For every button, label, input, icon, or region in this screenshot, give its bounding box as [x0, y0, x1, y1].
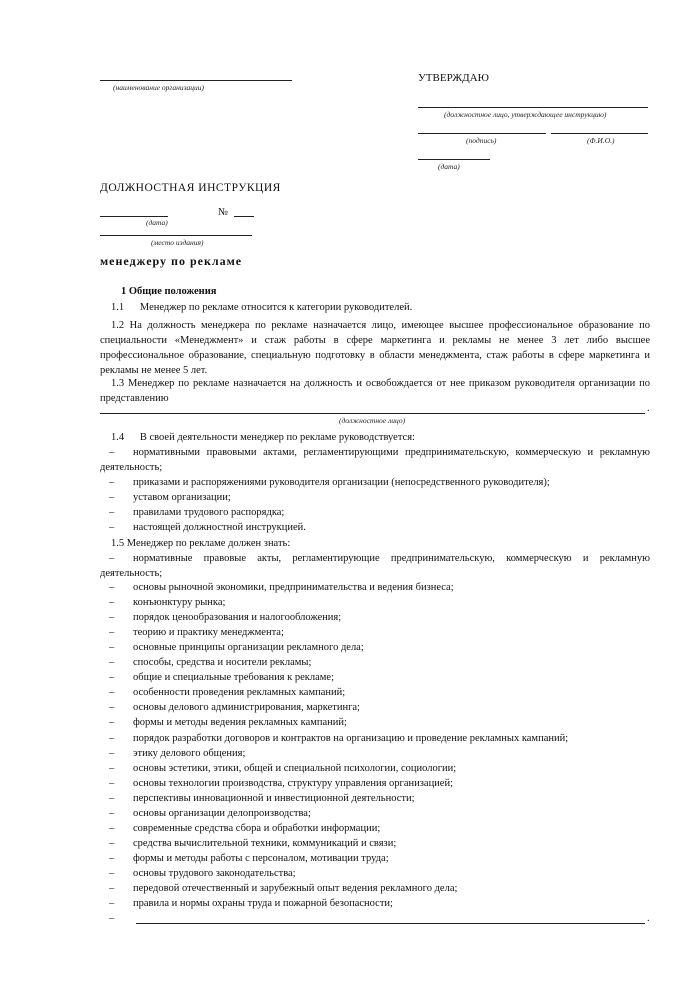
list-1-5-item: [100, 715, 650, 730]
dash-marker: –: [109, 627, 115, 639]
list-item-text: уставом организации;: [133, 492, 231, 503]
dash-marker: –: [109, 837, 115, 849]
list-item-text: формы и методы работы с персоналом, мотивации труда;: [133, 852, 389, 864]
list-1-5-item: [100, 866, 650, 881]
dash-marker: –: [109, 702, 115, 714]
list-item-text: средства вычислительной техники, коммуникаций и связи;: [133, 837, 397, 849]
list-1-5-item: [100, 595, 650, 610]
list-item-text: конъюнктуру рынка;: [133, 597, 226, 609]
list-1-5-item: [100, 746, 650, 761]
dash-marker: –: [109, 477, 115, 488]
list-1-5-item: [100, 670, 650, 685]
dash-marker: –: [109, 898, 115, 910]
list-1-5-item: [100, 776, 650, 791]
list-1-4-item: [100, 505, 650, 520]
org-name-line[interactable]: [100, 80, 292, 81]
dash-marker: –: [109, 777, 115, 789]
dash-marker: –: [109, 913, 115, 924]
dash-marker: –: [109, 717, 115, 729]
role-title: менеджеру по рекламе: [100, 254, 243, 268]
list-1-5-item: [100, 580, 650, 595]
dash-marker: –: [109, 687, 115, 699]
list-item-text: основы технологии производства, структуру управления организацией;: [133, 777, 453, 789]
paragraph-1-5: 1.5 Менеджер по рекламе должен знать:: [111, 538, 291, 549]
list-item-text: особенности проведения рекламных кампаний;: [133, 687, 346, 699]
signature-line[interactable]: [418, 133, 546, 134]
dash-marker: –: [109, 657, 115, 669]
submitter-position-line[interactable]: [100, 413, 645, 414]
list-1-4-item: [100, 520, 650, 535]
dash-marker: –: [109, 582, 115, 593]
list-1-5-item: [100, 625, 650, 640]
dash-marker: –: [109, 553, 115, 564]
doc-number-line[interactable]: [234, 216, 254, 217]
list-1-5-item: [100, 821, 650, 836]
approver-position-line[interactable]: [418, 107, 648, 108]
list-item-text: нормативные правовые акты, регламентирующие предпринимательскую, коммерческую и рекламную деятельность;: [100, 553, 650, 579]
dash-marker: –: [109, 867, 115, 879]
list-item-text: основные принципы организации рекламного дела;: [133, 642, 364, 654]
paragraph-1-4: 1.4 В своей деятельности менеджер по рекламе руководствуется:: [111, 432, 415, 443]
dash-marker: –: [109, 597, 115, 609]
list-item-text: современные средства сбора и обработки информации;: [133, 822, 381, 834]
list-1-5-item: [100, 761, 650, 776]
list-item-text: порядок разработки договоров и контрактов на организацию и проведение рекламных кампаний;: [133, 732, 569, 744]
list-item-text: правила и нормы охраны труда и пожарной безопасности;: [133, 898, 393, 910]
list-1-4-item: [100, 490, 650, 505]
list-1-4-item: [100, 475, 650, 490]
list-1-4-item-first: [100, 445, 650, 475]
list-item-text: порядок ценообразования и налогообложения;: [133, 612, 342, 624]
list-1-5-item: [100, 731, 650, 746]
list-item-text: основы трудового законодательства;: [133, 867, 296, 879]
list-item-text: общие и специальные требования к рекламе;: [133, 672, 334, 684]
list-1-5-item: [100, 881, 650, 896]
dash-marker: –: [109, 612, 115, 624]
paragraph-1-1: 1.1 Менеджер по рекламе относится к категории руководителей.: [111, 302, 413, 313]
dash-marker: –: [109, 807, 115, 819]
list-item-text: основы рыночной экономики, предпринимательства и ведения бизнеса;: [133, 582, 454, 593]
dash-marker: –: [109, 852, 115, 864]
list-1-5-item: [100, 685, 650, 700]
dash-marker: –: [109, 522, 115, 533]
list-item-text: основы эстетики, этики, общей и специальной психологии, социологии;: [133, 762, 457, 774]
dash-marker: –: [109, 883, 115, 894]
submitter-position-caption: (должностное лицо): [339, 416, 406, 425]
dash-marker: –: [109, 732, 115, 744]
dash-marker: –: [109, 762, 115, 774]
dash-marker: –: [109, 507, 115, 518]
list-item-text: перспективы инновационной и инвестиционной деятельности;: [133, 792, 415, 804]
approver-position-caption: (должностное лицо, утверждающее инструкцию): [444, 110, 607, 119]
list-item-text: теорию и практику менеджмента;: [133, 627, 284, 639]
dash-marker: –: [109, 672, 115, 684]
dash-marker: –: [109, 747, 115, 759]
document-title: ДОЛЖНОСТНАЯ ИНСТРУКЦИЯ: [100, 182, 281, 194]
paragraph-1-3-end: .: [647, 403, 650, 414]
list-item-text: правилами трудового распорядка;: [133, 507, 285, 518]
list-end-period: .: [647, 913, 650, 924]
doc-date-line[interactable]: [100, 216, 168, 217]
list-1-5-item-first: [100, 551, 650, 581]
approval-date-caption: (дата): [438, 162, 460, 171]
section-heading: 1 Общие положения: [121, 286, 217, 297]
list-1-5-item: [100, 836, 650, 851]
approval-date-line[interactable]: [418, 159, 490, 160]
paragraph-1-2: 1.2 На должность менеджера по рекламе назначается лицо, имеющее высшее профессиональное образование по специальности «Менеджмент» и стаж работы в сфере маркетинга и рекламы не менее 3 лет либо высшее профессиональное образование, специальную подготовку в области менеджмента, стаж работы в сфере маркетинга и рекламы не менее 5 лет.: [100, 320, 650, 376]
approver-name-caption: (Ф.И.О.): [587, 136, 615, 145]
dash-marker: –: [109, 822, 115, 834]
approve-label: УТВЕРЖДАЮ: [418, 72, 489, 84]
list-item-text: этику делового общения;: [133, 747, 246, 759]
doc-place-line[interactable]: [100, 235, 252, 236]
list-item-text: настоящей должностной инструкцией.: [133, 522, 306, 533]
list-1-5-item: [100, 655, 650, 670]
org-name-caption: (наименование организации): [113, 83, 205, 92]
list-1-5-item: [100, 851, 650, 866]
list-item-text: передовой отечественный и зарубежный опыт ведения рекламного дела;: [133, 883, 458, 894]
list-1-5-item: [100, 896, 650, 911]
dash-marker: –: [109, 642, 115, 654]
doc-date-caption: (дата): [146, 218, 168, 227]
approver-name-line[interactable]: [551, 133, 648, 134]
list-item-text: формы и методы ведения рекламных кампаний;: [133, 717, 347, 729]
doc-place-caption: (место издания): [151, 238, 204, 247]
list-item-text: приказами и распоряжениями руководителя организации (непосредственного руководителя);: [133, 477, 550, 488]
signature-caption: (подпись): [466, 136, 497, 145]
list-1-5-item: [100, 610, 650, 625]
paragraph-1-3: 1.3 Менеджер по рекламе назначается на должность и освобождается от нее приказом руководителя организации по представлению: [100, 378, 650, 404]
list-item-text: способы, средства и носители рекламы;: [133, 657, 312, 669]
list-1-5-item: [100, 791, 650, 806]
list-1-5-item: [100, 640, 650, 655]
list-item-text: нормативными правовыми актами, регламентирующими предпринимательскую, коммерческую и рекламную деятельность;: [100, 447, 650, 473]
list-1-5-item: [100, 700, 650, 715]
list-1-5-item: [100, 806, 650, 821]
dash-marker: –: [109, 792, 115, 804]
doc-number-label: №: [218, 207, 229, 218]
additional-knowledge-line[interactable]: [136, 923, 645, 924]
list-item-text: основы делового администрирования, маркетинга;: [133, 702, 360, 714]
dash-marker: –: [109, 447, 115, 458]
list-item-text: основы организации делопроизводства;: [133, 807, 311, 819]
dash-marker: –: [109, 492, 115, 503]
